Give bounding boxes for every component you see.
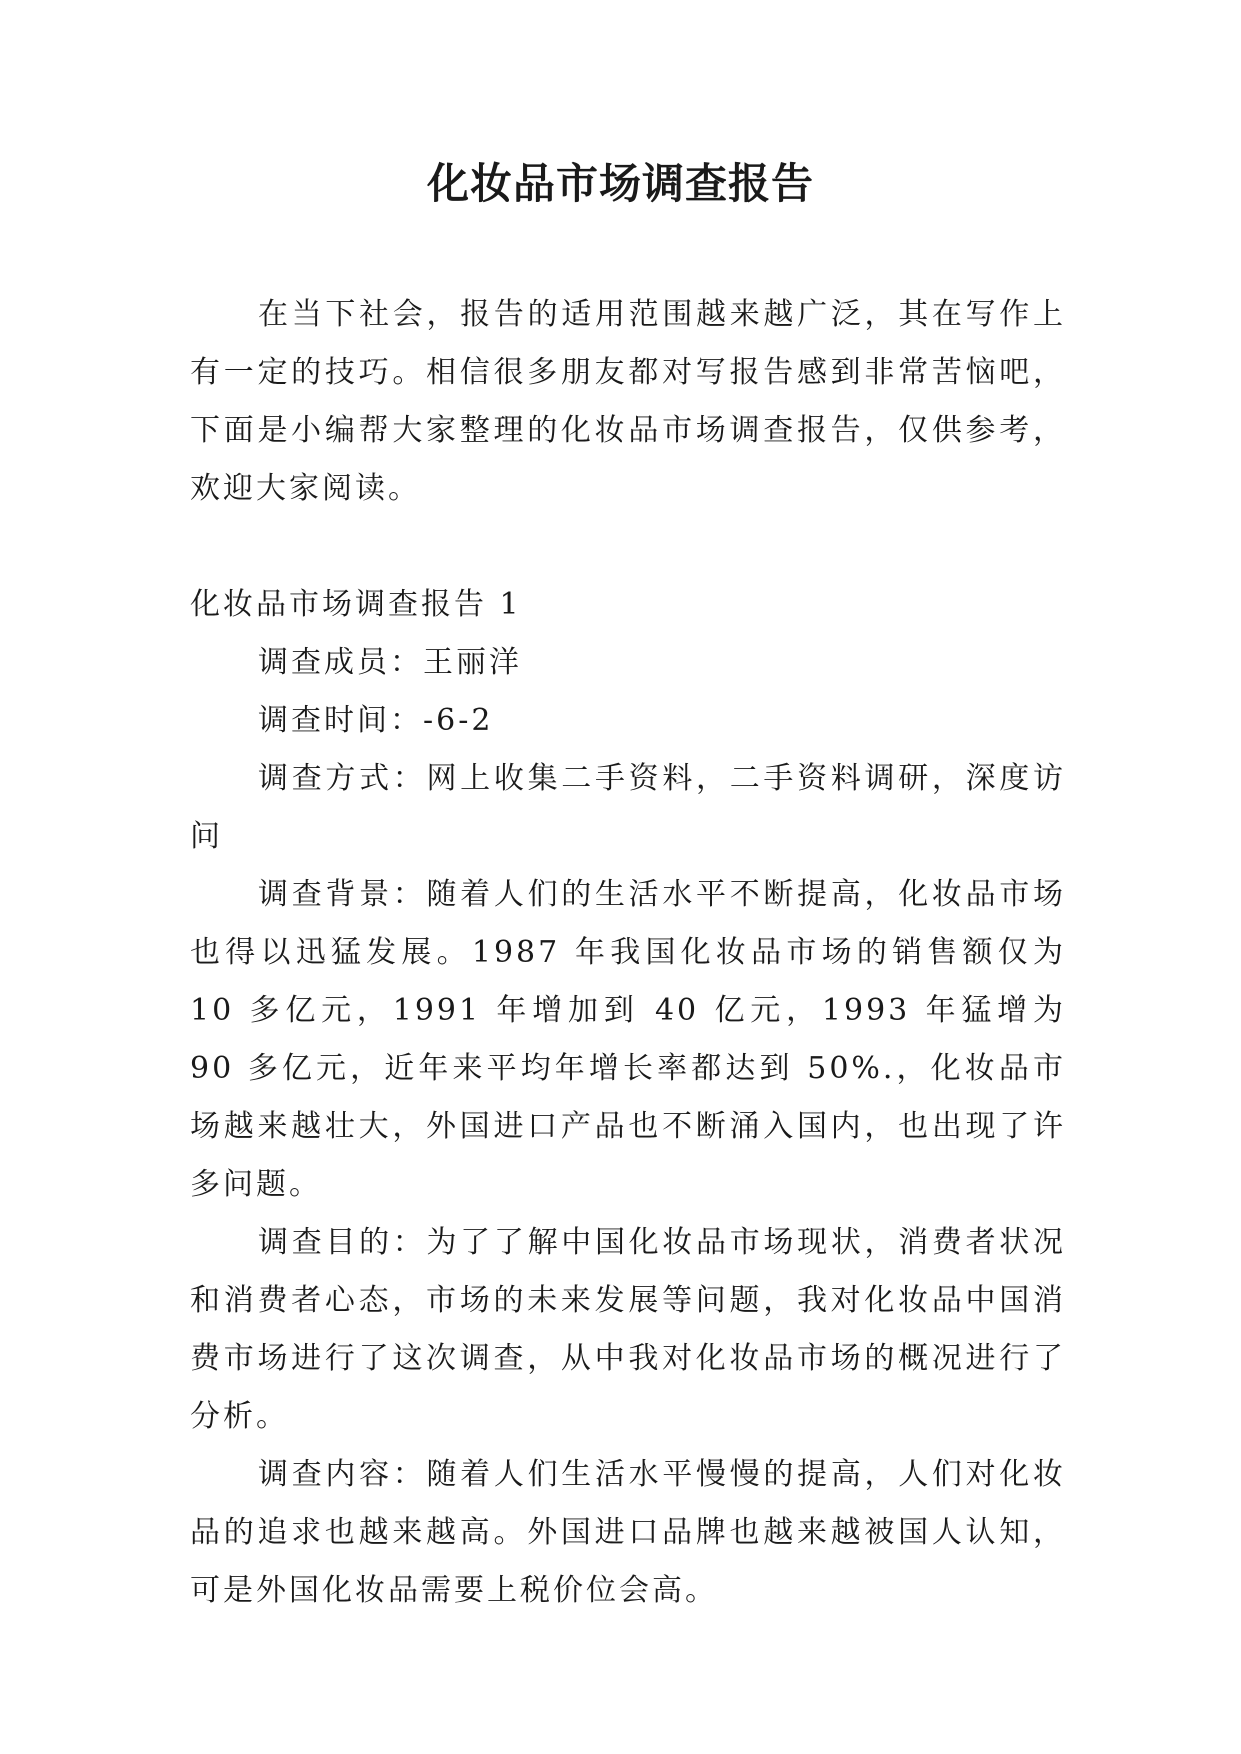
document-body: [190, 286, 1066, 1620]
survey-members: 调查成员：王丽洋: [258, 645, 522, 680]
survey-purpose: 调查目的：为了了解中国化妆品市场现状，消费者状况和消费者心态，市场的未来发展等问题，我对化妆品中国消费市场进行了这次调查，从中我对化妆品市场的概况进行了分析。: [190, 1225, 1066, 1434]
intro-paragraph: 在当下社会，报告的适用范围越来越广泛，其在写作上有一定的技巧。相信很多朋友都对写报告感到非常苦恼吧，下面是小编帮大家整理的化妆品市场调查报告，仅供参考，欢迎大家阅读。: [190, 297, 1066, 506]
survey-method: 调查方式：网上收集二手资料，二手资料调研，深度访问: [190, 761, 1066, 854]
section-heading: 化妆品市场调查报告 1: [190, 587, 522, 622]
survey-time: 调查时间：-6-2: [258, 703, 494, 738]
document-title: 化妆品市场调查报告: [426, 159, 814, 208]
survey-background: 调查背景：随着人们的生活水平不断提高，化妆品市场也得以迅猛发展。1987 年我国化妆品市场的销售额仅为 10 多亿元，1991 年增加到 40 亿元，1993 年猛增为 90 多亿元，近年来平均年增长率都达到 50%.，化妆品市场越来越壮大，外国进口产品也不断涌入国内，也出现了许多问题。: [190, 877, 1066, 1202]
survey-content: 调查内容：随着人们生活水平慢慢的提高，人们对化妆品的追求也越来越高。外国进口品牌也越来越被国人认知，可是外国化妆品需要上税价位会高。: [190, 1457, 1066, 1608]
